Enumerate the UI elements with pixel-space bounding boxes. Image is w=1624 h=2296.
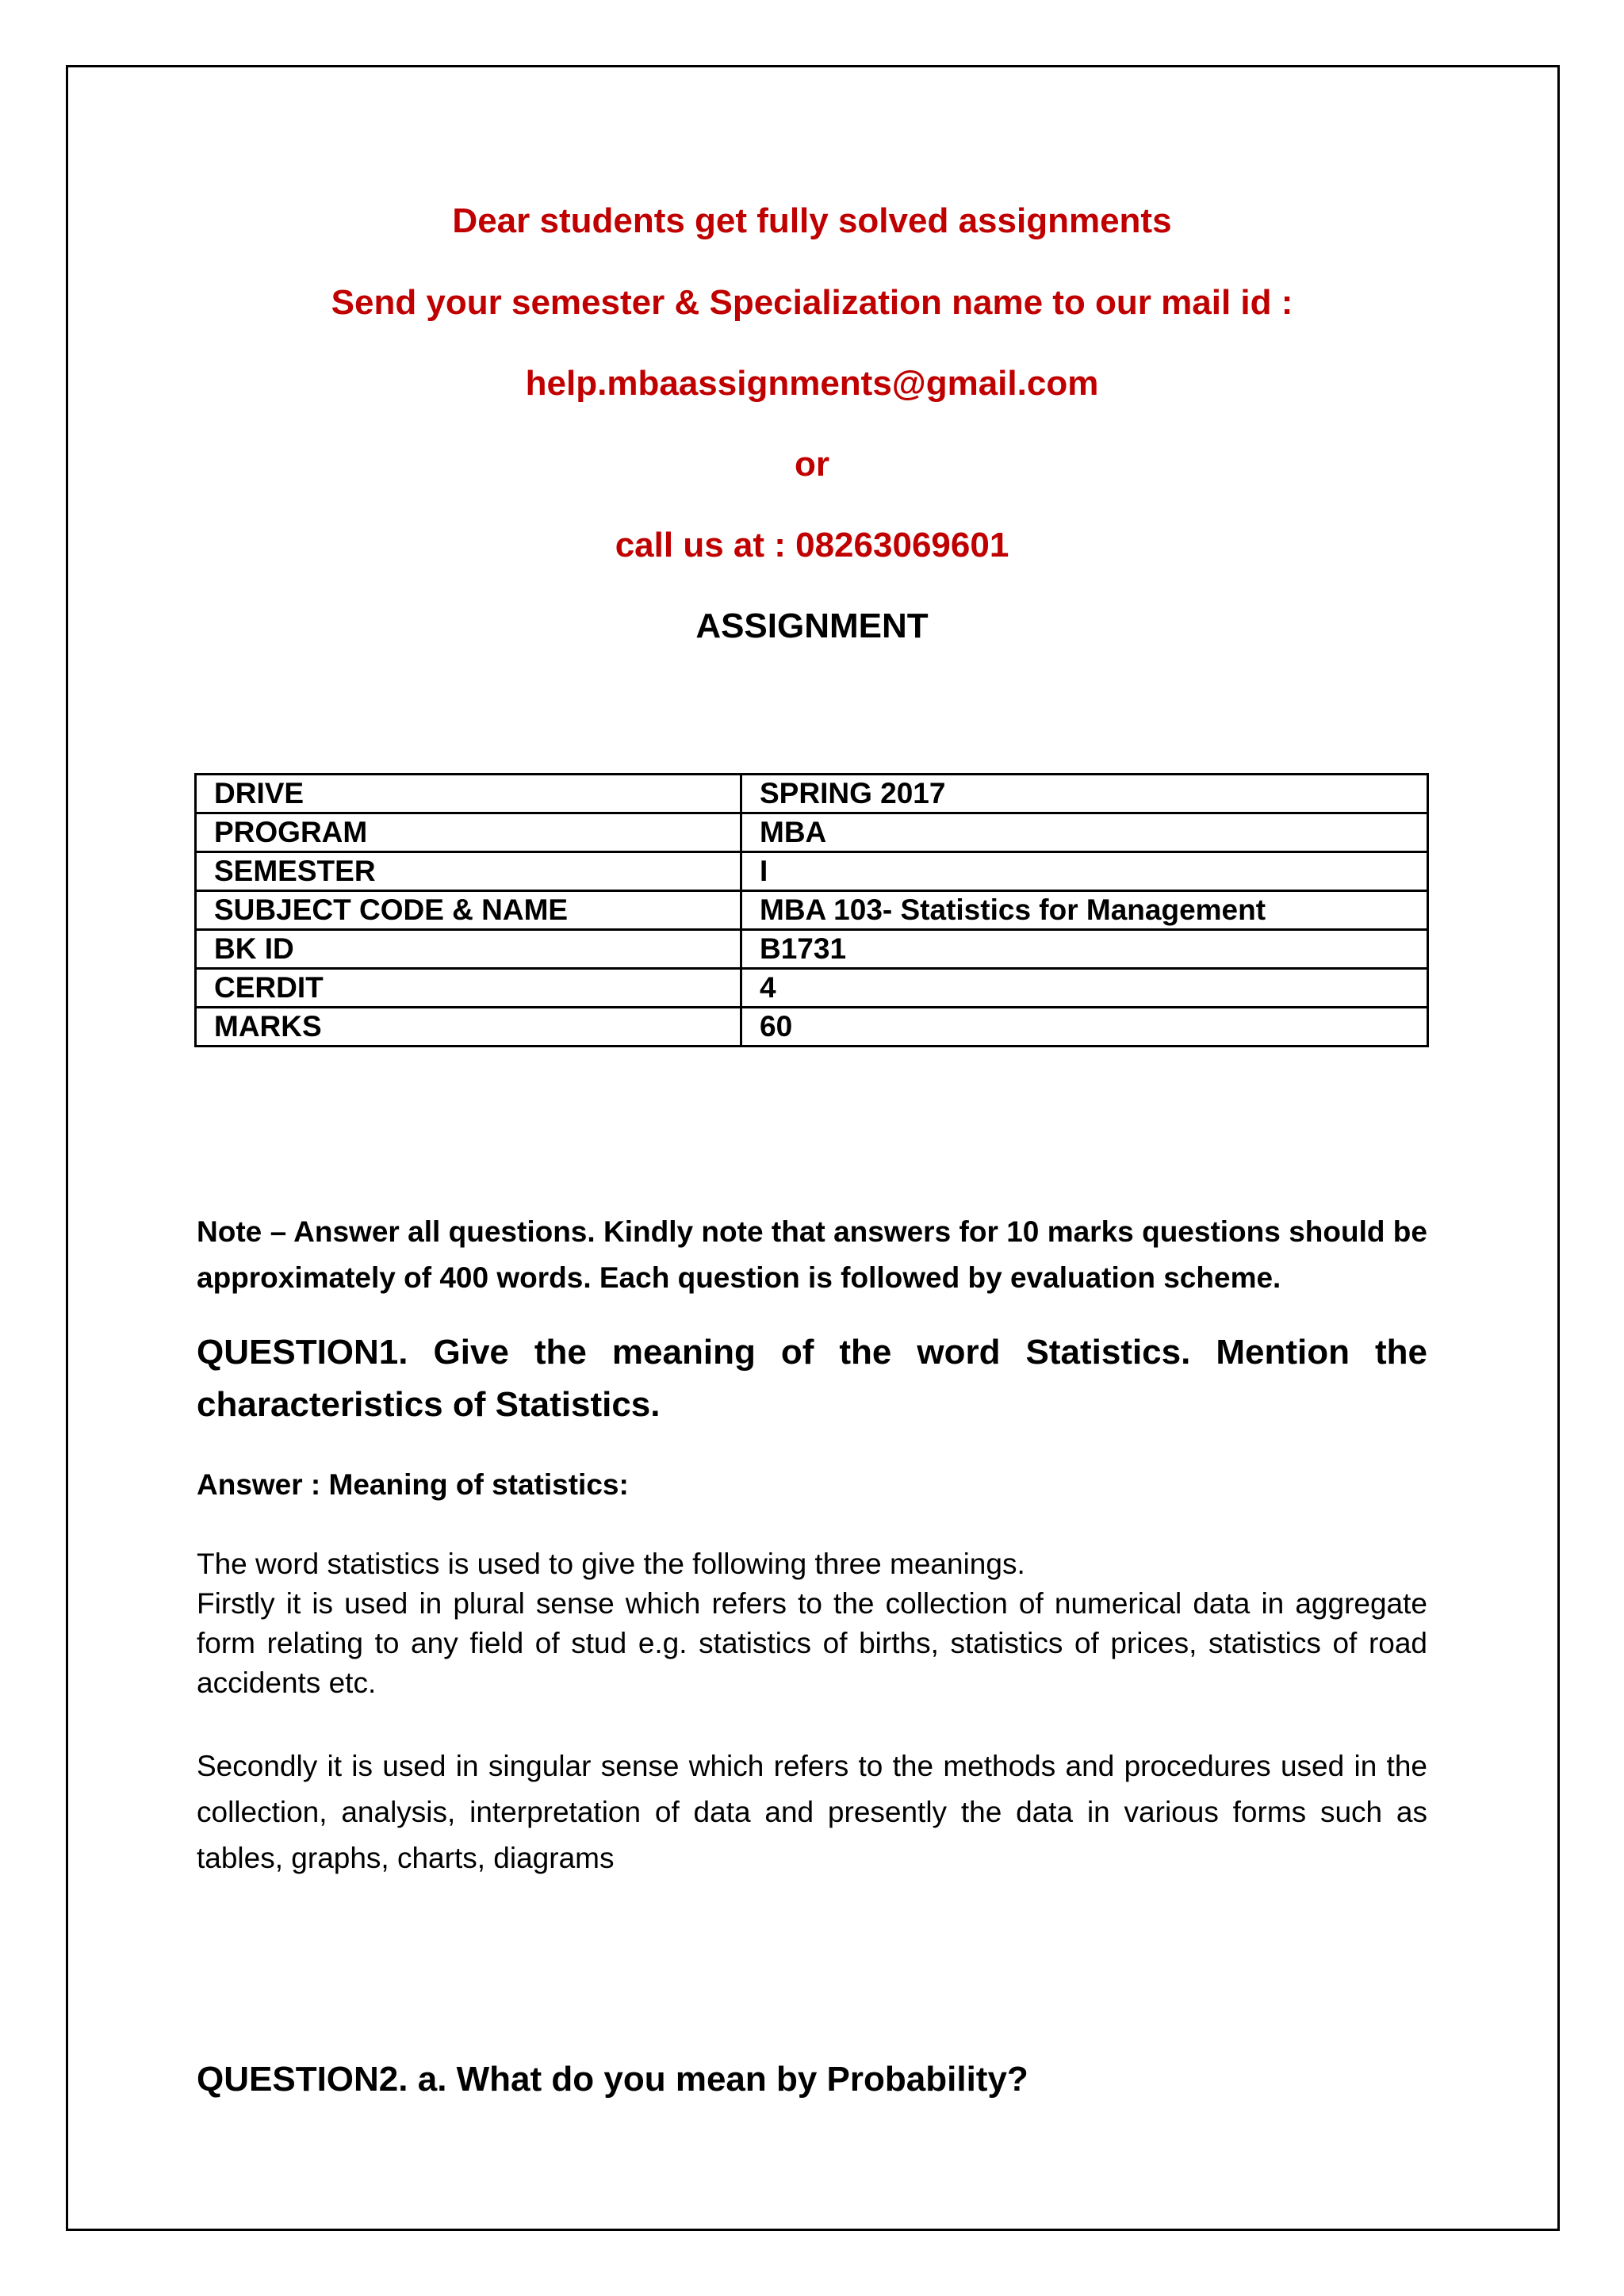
promo-line-2: Send your semester & Specialization name to our mail id :	[331, 283, 1293, 322]
info-table-key: CERDIT	[196, 969, 741, 1008]
answer-paragraph-2: Secondly it is used in singular sense which refers to the methods and procedures used in the collection, analysis, interpretation of data and presently the data in various forms such as tables, graphs, charts, diagrams	[197, 1750, 1427, 1874]
info-table-key: PROGRAM	[196, 813, 741, 852]
paragraph-1-line-1: The word statistics is used to give the following three meanings.	[197, 1548, 1025, 1580]
promo-email: help.mbaassignments@gmail.com	[525, 364, 1099, 403]
info-table-value: SPRING 2017	[741, 775, 1428, 813]
info-table-row	[196, 775, 1428, 813]
note-text: Note – Answer all questions. Kindly note that answers for 10 marks questions should be approximately of 400 words. Each question is followed by evaluation scheme.	[197, 1215, 1427, 1294]
info-table-value: MBA	[741, 813, 1428, 852]
info-table-value: B1731	[741, 930, 1428, 969]
info-table-row	[196, 930, 1428, 969]
promo-line-1: Dear students get fully solved assignments	[452, 201, 1172, 240]
info-table-row	[196, 969, 1428, 1008]
answer-paragraph-1	[197, 1544, 1427, 1703]
info-table-key: MARKS	[196, 1008, 741, 1047]
info-table-value: I	[741, 852, 1428, 891]
info-table-key: SEMESTER	[196, 852, 741, 891]
info-table-key: SUBJECT CODE & NAME	[196, 891, 741, 930]
paragraph-1-line-2: Firstly it is used in plural sense which refers to the collection of numerical data in aggregate form relating to any field of stud e.g. statistics of births, statistics of prices, statistics of road accidents etc.	[197, 1587, 1427, 1699]
info-table-value: MBA 103- Statistics for Management	[741, 891, 1428, 930]
promo-or: or	[795, 445, 829, 484]
promo-phone: call us at : 08263069601	[615, 526, 1009, 564]
info-table-key: DRIVE	[196, 775, 741, 813]
info-table-value: 60	[741, 1008, 1428, 1047]
info-table-row	[196, 813, 1428, 852]
assignment-info-table	[194, 773, 1429, 1047]
info-table-row	[196, 852, 1428, 891]
info-table-row	[196, 891, 1428, 930]
info-table-key: BK ID	[196, 930, 741, 969]
assignment-title: ASSIGNMENT	[695, 607, 929, 645]
question-1: QUESTION1. Give the meaning of the word Statistics. Mention the characteristics of Statistics.	[197, 1333, 1427, 1424]
info-table-row	[196, 1008, 1428, 1047]
question-2: QUESTION2. a. What do you mean by Probability?	[197, 2060, 1028, 2099]
answer-label: Answer : Meaning of statistics:	[197, 1468, 629, 1501]
info-table-value: 4	[741, 969, 1428, 1008]
